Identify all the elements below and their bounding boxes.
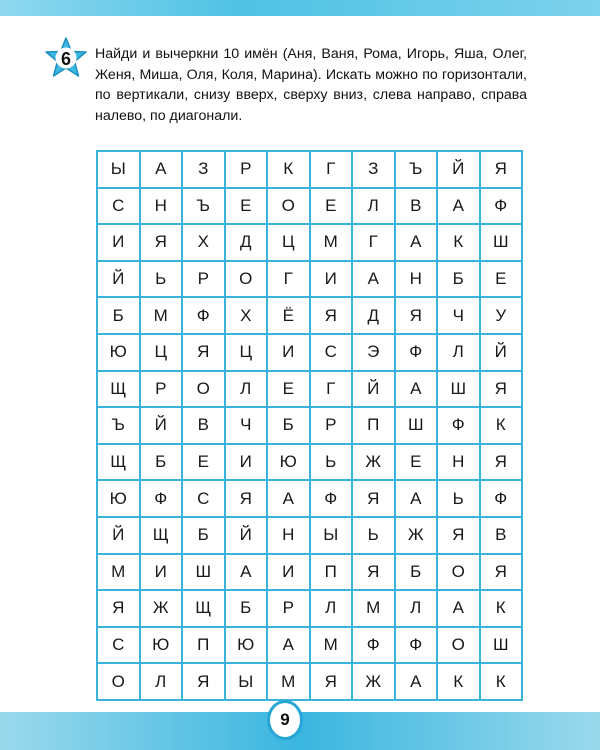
grid-cell[interactable]: А xyxy=(395,480,438,517)
grid-cell[interactable]: М xyxy=(352,590,395,627)
top-decor-band xyxy=(0,0,600,16)
grid-cell[interactable]: Н xyxy=(140,188,183,225)
grid-cell[interactable]: Ь xyxy=(437,480,480,517)
grid-cell[interactable]: С xyxy=(97,188,140,225)
grid-cell[interactable]: Е xyxy=(480,261,523,298)
grid-cell[interactable]: Я xyxy=(140,224,183,261)
grid-cell[interactable]: И xyxy=(97,224,140,261)
grid-row xyxy=(97,151,522,188)
grid-cell[interactable]: Ш xyxy=(480,224,523,261)
grid-cell[interactable]: Г xyxy=(267,261,310,298)
grid-cell[interactable]: Я xyxy=(480,151,523,188)
grid-cell[interactable]: Ф xyxy=(395,334,438,371)
grid-cell[interactable]: О xyxy=(182,371,225,408)
grid-cell[interactable]: Ф xyxy=(140,480,183,517)
grid-cell[interactable]: М xyxy=(97,554,140,591)
grid-row xyxy=(97,188,522,225)
grid-cell[interactable]: С xyxy=(310,334,353,371)
grid-cell[interactable]: Ф xyxy=(480,480,523,517)
grid-row xyxy=(97,371,522,408)
grid-cell[interactable]: В xyxy=(480,517,523,554)
grid-cell[interactable]: Я xyxy=(352,480,395,517)
grid-cell[interactable]: О xyxy=(437,554,480,591)
grid-cell[interactable]: Ж xyxy=(395,517,438,554)
grid-cell[interactable]: Е xyxy=(267,371,310,408)
grid-row xyxy=(97,444,522,481)
grid-cell[interactable]: А xyxy=(352,261,395,298)
grid-cell[interactable]: А xyxy=(140,151,183,188)
grid-cell[interactable]: Ж xyxy=(140,590,183,627)
grid-cell[interactable]: З xyxy=(182,151,225,188)
grid-cell[interactable]: Ф xyxy=(182,297,225,334)
grid-cell[interactable]: Н xyxy=(437,444,480,481)
grid-cell[interactable]: А xyxy=(395,663,438,700)
grid-cell[interactable]: А xyxy=(395,224,438,261)
grid-cell[interactable]: И xyxy=(267,334,310,371)
grid-cell[interactable]: Н xyxy=(267,517,310,554)
grid-cell[interactable]: Й xyxy=(97,261,140,298)
grid-cell[interactable]: Й xyxy=(352,371,395,408)
grid-cell[interactable]: В xyxy=(182,407,225,444)
grid-row xyxy=(97,554,522,591)
grid-row xyxy=(97,663,522,700)
grid-cell[interactable]: Й xyxy=(437,151,480,188)
grid-cell[interactable]: Ъ xyxy=(395,151,438,188)
grid-cell[interactable]: К xyxy=(437,663,480,700)
grid-cell[interactable]: Ш xyxy=(480,627,523,664)
grid-row xyxy=(97,334,522,371)
grid-cell[interactable]: Я xyxy=(480,554,523,591)
grid-cell[interactable]: Д xyxy=(352,297,395,334)
grid-cell[interactable]: Ч xyxy=(437,297,480,334)
grid-cell[interactable]: Ю xyxy=(225,627,268,664)
grid-cell[interactable]: Р xyxy=(225,151,268,188)
grid-cell[interactable]: И xyxy=(310,261,353,298)
grid-cell[interactable]: Р xyxy=(182,261,225,298)
grid-cell[interactable]: О xyxy=(437,627,480,664)
grid-cell[interactable]: А xyxy=(267,480,310,517)
grid-row xyxy=(97,261,522,298)
grid-cell[interactable]: Ш xyxy=(437,371,480,408)
grid-cell[interactable]: М xyxy=(267,663,310,700)
grid-cell[interactable]: Я xyxy=(352,554,395,591)
grid-cell[interactable]: Ы xyxy=(225,663,268,700)
grid-cell[interactable]: Л xyxy=(140,663,183,700)
grid-cell[interactable]: Я xyxy=(182,663,225,700)
grid-cell[interactable]: Ф xyxy=(352,627,395,664)
grid-cell[interactable]: О xyxy=(267,188,310,225)
grid-cell[interactable]: Е xyxy=(225,188,268,225)
grid-cell[interactable]: Б xyxy=(267,407,310,444)
grid-cell[interactable]: Ц xyxy=(140,334,183,371)
grid-cell[interactable]: Щ xyxy=(97,371,140,408)
grid-cell[interactable]: Б xyxy=(140,444,183,481)
grid-row xyxy=(97,224,522,261)
grid-cell[interactable]: Я xyxy=(310,663,353,700)
grid-cell[interactable]: М xyxy=(310,224,353,261)
grid-cell[interactable]: Щ xyxy=(140,517,183,554)
grid-cell[interactable]: Р xyxy=(140,371,183,408)
grid-cell[interactable]: С xyxy=(182,480,225,517)
grid-cell[interactable]: П xyxy=(352,407,395,444)
grid-cell[interactable]: Ю xyxy=(97,334,140,371)
grid-cell[interactable]: Щ xyxy=(97,444,140,481)
grid-cell[interactable]: Л xyxy=(310,590,353,627)
grid-cell[interactable]: Ц xyxy=(267,224,310,261)
grid-cell[interactable]: Ф xyxy=(310,480,353,517)
grid-cell[interactable]: Ъ xyxy=(182,188,225,225)
task-number: 6 xyxy=(60,49,71,69)
grid-cell[interactable]: Ш xyxy=(395,407,438,444)
grid-cell[interactable]: Ш xyxy=(182,554,225,591)
grid-cell[interactable]: К xyxy=(437,224,480,261)
task-instruction: Найди и вычеркни 10 имён (Аня, Ваня, Рома, Игорь, Яша, Олег, Женя, Миша, Оля, Коля, Марина). Искать можно по горизонтали, по вертикали, снизу вверх, сверху вниз, слева направо, справа налево, по диагонали. xyxy=(95,46,527,124)
grid-cell[interactable]: Б xyxy=(97,297,140,334)
grid-cell[interactable]: М xyxy=(140,297,183,334)
grid-row xyxy=(97,297,522,334)
grid-cell[interactable]: Ы xyxy=(97,151,140,188)
grid-cell[interactable]: И xyxy=(140,554,183,591)
grid-cell[interactable]: К xyxy=(480,663,523,700)
word-search-grid xyxy=(96,150,523,701)
grid-cell[interactable]: Р xyxy=(267,590,310,627)
grid-cell[interactable]: Я xyxy=(395,297,438,334)
grid-cell[interactable]: Д xyxy=(225,224,268,261)
grid-cell[interactable]: Г xyxy=(310,151,353,188)
grid-cell[interactable]: Я xyxy=(480,371,523,408)
grid-cell[interactable]: Х xyxy=(225,297,268,334)
grid-cell[interactable]: П xyxy=(310,554,353,591)
grid-cell[interactable]: Ь xyxy=(140,261,183,298)
grid-cell[interactable]: Я xyxy=(480,444,523,481)
grid-cell[interactable]: Ь xyxy=(310,444,353,481)
grid-row xyxy=(97,407,522,444)
grid-cell[interactable]: Ъ xyxy=(97,407,140,444)
grid-cell[interactable]: К xyxy=(480,407,523,444)
grid-cell[interactable]: Б xyxy=(182,517,225,554)
grid-cell[interactable]: З xyxy=(352,151,395,188)
grid-cell[interactable]: Й xyxy=(140,407,183,444)
grid-cell[interactable]: К xyxy=(267,151,310,188)
grid-cell[interactable]: Й xyxy=(97,517,140,554)
grid-cell[interactable]: Ю xyxy=(140,627,183,664)
grid-cell[interactable]: Ь xyxy=(352,517,395,554)
grid-cell[interactable]: М xyxy=(310,627,353,664)
grid-cell[interactable]: Е xyxy=(310,188,353,225)
grid-cell[interactable]: А xyxy=(267,627,310,664)
grid-cell[interactable]: Ю xyxy=(97,480,140,517)
grid-cell[interactable]: Я xyxy=(310,297,353,334)
grid-cell[interactable]: П xyxy=(182,627,225,664)
grid-cell[interactable]: Е xyxy=(182,444,225,481)
grid-cell[interactable]: Б xyxy=(437,261,480,298)
grid-cell[interactable]: Б xyxy=(395,554,438,591)
grid-cell[interactable]: Ф xyxy=(480,188,523,225)
grid-row xyxy=(97,590,522,627)
grid-cell[interactable]: Ю xyxy=(267,444,310,481)
grid-cell[interactable]: А xyxy=(395,371,438,408)
grid-row xyxy=(97,480,522,517)
grid-cell[interactable]: Й xyxy=(225,517,268,554)
grid-cell[interactable]: Ц xyxy=(225,334,268,371)
grid-cell[interactable]: Ч xyxy=(225,407,268,444)
grid-cell[interactable]: И xyxy=(225,444,268,481)
grid-cell[interactable]: Э xyxy=(352,334,395,371)
grid-cell[interactable]: О xyxy=(225,261,268,298)
grid-cell[interactable]: И xyxy=(267,554,310,591)
grid-cell[interactable]: Н xyxy=(395,261,438,298)
grid-row xyxy=(97,517,522,554)
grid-cell[interactable]: Х xyxy=(182,224,225,261)
grid-cell[interactable]: Ё xyxy=(267,297,310,334)
grid-cell[interactable]: О xyxy=(97,663,140,700)
grid-cell[interactable]: В xyxy=(395,188,438,225)
grid-cell[interactable]: А xyxy=(437,188,480,225)
grid-cell[interactable]: Я xyxy=(225,480,268,517)
grid-cell[interactable]: Ф xyxy=(437,407,480,444)
grid-cell[interactable]: Й xyxy=(480,334,523,371)
grid-cell[interactable]: Я xyxy=(182,334,225,371)
grid-row xyxy=(97,627,522,664)
grid-cell[interactable]: А xyxy=(225,554,268,591)
grid-cell[interactable]: Ы xyxy=(310,517,353,554)
grid-cell[interactable]: Л xyxy=(395,590,438,627)
grid-cell[interactable]: Я xyxy=(437,517,480,554)
grid-cell[interactable]: Л xyxy=(225,371,268,408)
grid-cell[interactable]: К xyxy=(480,590,523,627)
page-number: 9 xyxy=(267,700,303,740)
grid-cell[interactable]: Ж xyxy=(352,663,395,700)
grid-cell[interactable]: Г xyxy=(352,224,395,261)
grid-cell[interactable]: Я xyxy=(97,590,140,627)
grid-cell[interactable]: Ф xyxy=(395,627,438,664)
grid-cell[interactable]: А xyxy=(437,590,480,627)
grid-cell[interactable]: Л xyxy=(352,188,395,225)
grid-cell[interactable]: Щ xyxy=(182,590,225,627)
grid-cell[interactable]: Б xyxy=(225,590,268,627)
grid-cell[interactable]: Л xyxy=(437,334,480,371)
grid-cell[interactable]: Г xyxy=(310,371,353,408)
grid-cell[interactable]: Ж xyxy=(352,444,395,481)
grid-cell[interactable]: Е xyxy=(395,444,438,481)
grid-cell[interactable]: С xyxy=(97,627,140,664)
grid-cell[interactable]: Р xyxy=(310,407,353,444)
grid-cell[interactable]: У xyxy=(480,297,523,334)
